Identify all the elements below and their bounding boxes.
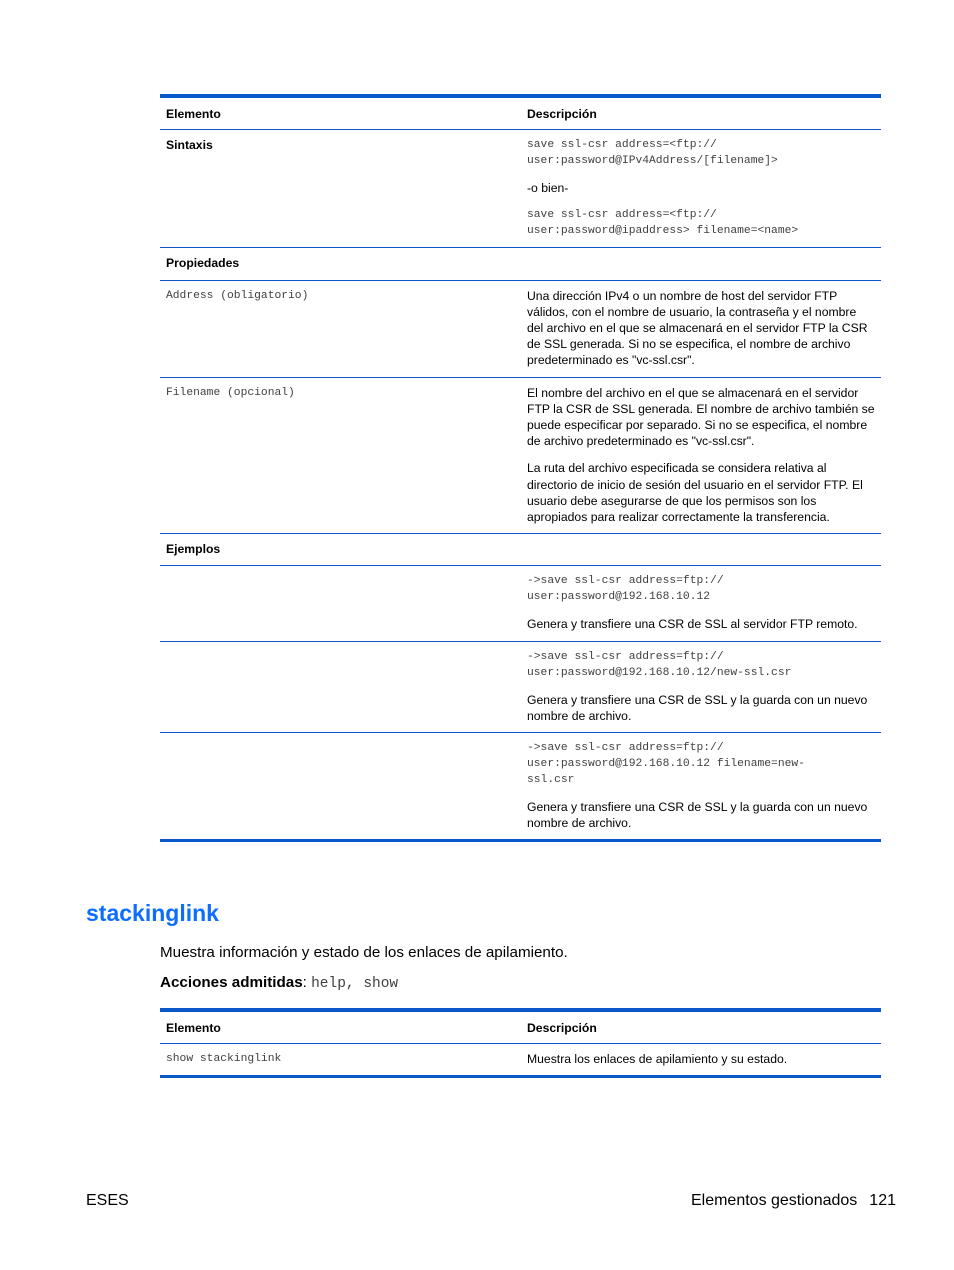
properties-label: Propiedades — [160, 248, 521, 280]
table-row-address — [160, 280, 881, 377]
example-2-code-line-2: user:password@192.168.10.12/new-ssl.csr — [527, 666, 792, 679]
table-row-example-3 — [160, 733, 881, 841]
examples-empty — [521, 534, 881, 566]
actions-label: Acciones admitidas — [160, 974, 303, 991]
example-3-code — [527, 740, 875, 788]
header-elemento: Elemento — [160, 1010, 521, 1044]
example-1-code-line-1: ->save ssl-csr address=ftp:// — [527, 575, 724, 588]
syntax-line-3: save ssl-csr address=<ftp:// — [527, 209, 717, 222]
example-2-code — [527, 649, 875, 681]
page-number: 121 — [869, 1192, 896, 1209]
filename-label: Filename (opcional) — [160, 377, 521, 534]
example-3-empty — [160, 733, 521, 841]
commands-table — [160, 94, 881, 842]
table-header-row — [160, 1010, 881, 1044]
header-descripcion: Descripción — [521, 1010, 881, 1044]
example-2-cell — [521, 641, 881, 732]
section-title: stackinglink — [86, 900, 219, 926]
properties-empty — [521, 248, 881, 280]
example-3-code-line-1: ->save ssl-csr address=ftp:// — [527, 742, 724, 755]
example-1-desc: Genera y transfiere una CSR de SSL al servidor FTP remoto. — [527, 617, 858, 632]
example-1-code — [527, 573, 875, 605]
syntax-line-2: user:password@IPv4Address/[filename]> — [527, 155, 778, 168]
footer-page-info — [691, 1192, 896, 1210]
table-row-example-2 — [160, 641, 881, 732]
table-row-properties — [160, 248, 881, 280]
example-2-desc: Genera y transfiere una CSR de SSL y la guarda con un nuevo nombre de archivo. — [527, 692, 868, 723]
example-1-code-line-2: user:password@192.168.10.12 — [527, 591, 711, 604]
actions-value: help, show — [311, 976, 399, 992]
examples-label: Ejemplos — [160, 534, 521, 566]
address-label: Address (obligatorio) — [160, 280, 521, 377]
table-header-row — [160, 96, 881, 130]
syntax-cell — [521, 130, 881, 248]
table-row-example-1 — [160, 566, 881, 641]
show-label: show stackinglink — [160, 1044, 521, 1077]
stackinglink-table — [160, 1008, 881, 1078]
syntax-label: Sintaxis — [160, 130, 521, 248]
example-3-desc: Genera y transfiere una CSR de SSL y la guarda con un nuevo nombre de archivo. — [527, 800, 868, 831]
syntax-or: -o bien- — [527, 181, 569, 196]
example-3-cell — [521, 733, 881, 841]
footer-section-title: Elementos gestionados — [690, 1192, 858, 1209]
example-2-code-line-1: ->save ssl-csr address=ftp:// — [527, 650, 724, 663]
header-descripcion: Descripción — [521, 96, 881, 130]
supported-actions — [160, 974, 398, 992]
filename-desc-2: La ruta del archivo especificada se considera relativa al directorio de inicio de sesión del usuario en el servidor FTP. El usuario debe asegurarse de que los permisos son los apropiados para realizar correctamente la transferencia. — [527, 461, 863, 525]
table-row-examples — [160, 534, 881, 566]
example-3-code-line-2: user:password@192.168.10.12 filename=new- — [527, 758, 805, 771]
example-3-code-line-3: ssl.csr — [527, 774, 575, 787]
syntax-code-2 — [527, 207, 875, 239]
address-desc: Una dirección IPv4 o un nombre de host del servidor FTP válidos, con el nombre de usuario, la contraseña y el nombre del archivo en el que se almacenará en el servidor FTP la CSR de SSL generada. Si no se especifica, el nombre de archivo predeterminado es "vc-ssl.csr". — [521, 280, 881, 377]
show-desc: Muestra los enlaces de apilamiento y su estado. — [521, 1044, 881, 1077]
example-1-cell — [521, 566, 881, 641]
section-intro: Muestra información y estado de los enlaces de apilamiento. — [160, 944, 568, 961]
syntax-line-4: user:password@ipaddress> filename=<name> — [527, 225, 799, 238]
syntax-code-1 — [527, 137, 875, 169]
example-1-empty — [160, 566, 521, 641]
table-row-show — [160, 1044, 881, 1077]
actions-separator: : — [302, 974, 312, 991]
header-elemento: Elemento — [160, 96, 521, 130]
syntax-line-1: save ssl-csr address=<ftp:// — [527, 139, 717, 152]
filename-cell — [521, 377, 881, 534]
example-2-empty — [160, 641, 521, 732]
footer-language: ESES — [86, 1192, 129, 1209]
filename-desc-1: El nombre del archivo en el que se almacenará en el servidor FTP la CSR de SSL generada. El nombre de archivo también se puede especificar por separado. Si no se especifica, el nombre de archivo predeterminado es "vc-ssl.csr". — [527, 385, 875, 449]
table-row-filename — [160, 377, 881, 534]
table-row-syntax — [160, 130, 881, 248]
